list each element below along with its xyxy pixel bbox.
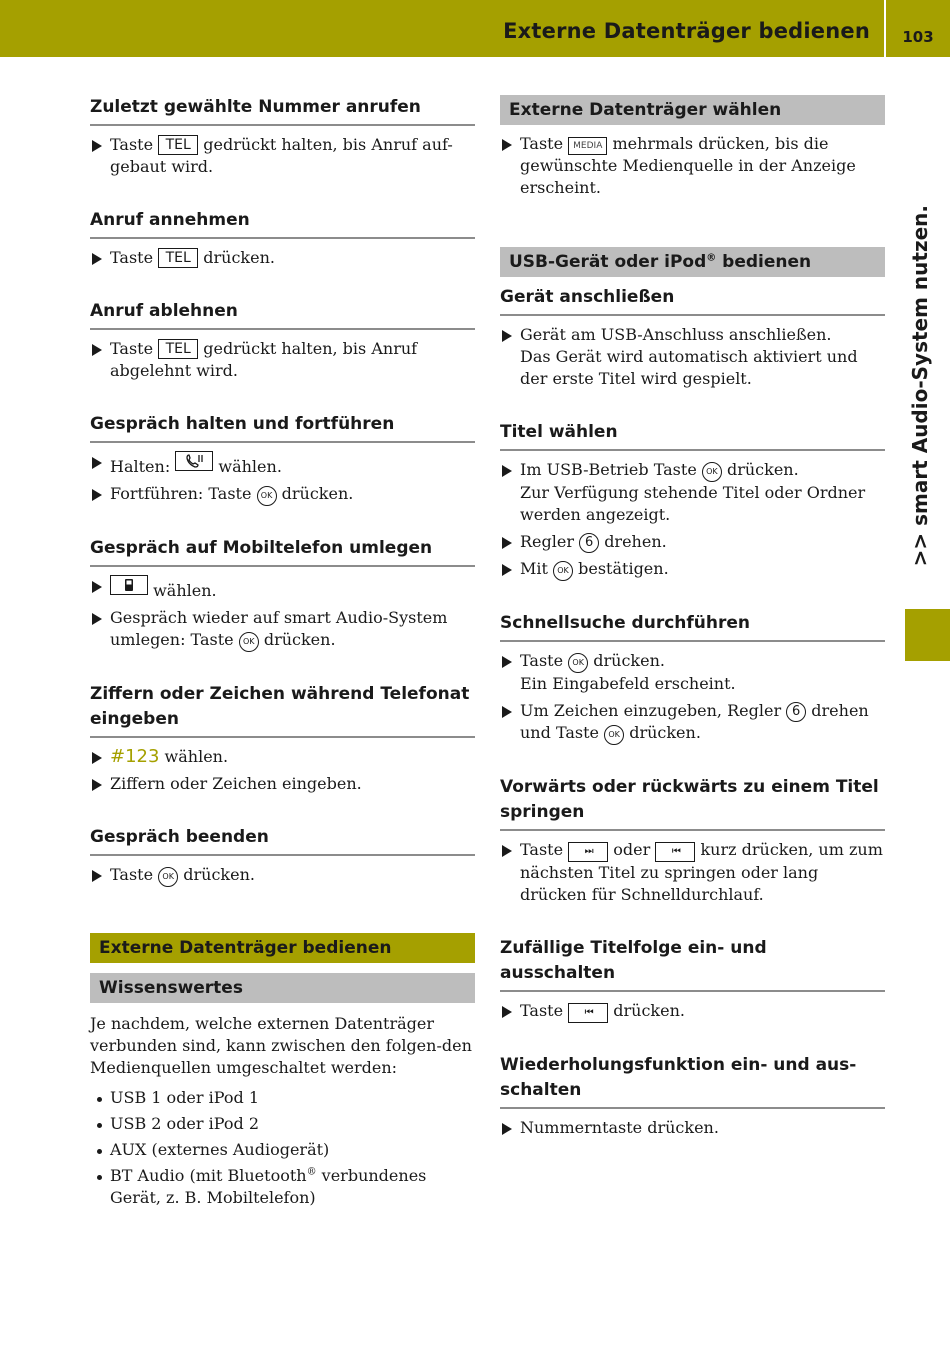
side-chapter-label [900, 205, 940, 605]
step-text: Taste [110, 339, 154, 358]
instruction-step [500, 133, 885, 199]
step-text: Taste [110, 135, 154, 154]
section-heading: Anruf annehmen [90, 208, 475, 239]
instruction-step [90, 247, 475, 269]
section-heading: Gespräch halten und fortführen [90, 412, 475, 443]
instruction-step [90, 864, 475, 887]
ok-button-icon: OK [568, 653, 588, 673]
list-item-text: BT Audio (mit Bluetooth [110, 1166, 307, 1185]
instruction-step [90, 607, 475, 652]
section-heading: Vorwärts oder rückwärts zu einem Titel springen [500, 775, 885, 831]
page-number: 103 [902, 28, 934, 46]
step-text: Mit [520, 559, 548, 578]
instruction-step [500, 558, 885, 581]
step-text: Gerät am USB-Anschluss anschließen. [520, 325, 832, 344]
section-heading: Gespräch auf Mobiltelefon umlegen [90, 536, 475, 567]
step-text: Fortführen: Taste [110, 484, 252, 503]
mobile-phone-icon [110, 575, 148, 595]
section-band [500, 247, 885, 277]
step-text: drücken. [203, 248, 275, 267]
step-result: Das Gerät wird automatisch aktiviert und der erste Titel wird gespielt. [520, 347, 858, 388]
instruction-step [500, 531, 885, 553]
step-text: gedrückt halten, bis Anruf auf-gebaut wird. [110, 135, 453, 176]
instruction-step [90, 746, 475, 768]
section-band: Externe Datenträger wählen [500, 95, 885, 125]
step-text: bestätigen. [578, 559, 669, 578]
instruction-step [500, 700, 885, 745]
step-text: wählen. [218, 457, 282, 476]
list-item: USB 2 oder iPod 2 [90, 1113, 475, 1135]
ok-button-icon: OK [158, 867, 178, 887]
list-item: AUX (externes Audiogerät) [90, 1139, 475, 1161]
left-column [90, 95, 475, 1209]
step-text: mehrmals drücken, bis die gewünschte Medienquelle in der Anzeige erscheint. [520, 134, 856, 197]
section-heading: Gerät anschließen [500, 285, 885, 316]
step-text: drücken. [613, 1001, 685, 1020]
step-text: drücken. [726, 460, 799, 479]
registered-mark: ® [306, 1166, 317, 1178]
step-text: drücken. [183, 865, 255, 884]
instruction-step [500, 650, 885, 695]
step-text: drücken. [281, 484, 354, 503]
previous-track-icon: ⏮ [655, 842, 695, 862]
section-band-sub: Wissenswertes [90, 973, 475, 1003]
ok-button-icon: OK [553, 561, 573, 581]
step-text: Taste [110, 865, 154, 884]
step-text: Taste [520, 651, 564, 670]
instruction-step [500, 459, 885, 526]
hash-key-icon: #123 [110, 746, 160, 767]
instruction-step [500, 324, 885, 390]
step-text: Regler [520, 532, 574, 551]
section-heading: Wiederholungsfunktion ein- und aus-schalten [500, 1053, 885, 1109]
list-item-text: verbundenes Gerät, z. B. Mobiltelefon) [110, 1166, 427, 1207]
instruction-step [90, 451, 475, 478]
tel-key-icon: TEL [158, 339, 198, 359]
step-text: drehen und Taste [520, 701, 869, 742]
step-result: Ein Eingabefeld erscheint. [520, 674, 736, 693]
instruction-step: Nummerntaste drücken. [500, 1117, 885, 1139]
instruction-step [500, 1000, 885, 1023]
step-text: wählen. [153, 581, 217, 600]
registered-mark: ® [706, 252, 717, 264]
ok-button-icon: OK [702, 462, 722, 482]
section-heading: Ziffern oder Zeichen während Telefonat eingeben [90, 682, 475, 738]
step-text: Um Zeichen einzugeben, Regler [520, 701, 782, 720]
step-text: Taste [520, 1001, 564, 1020]
step-text: Taste [520, 840, 564, 859]
instruction-step: Ziffern oder Zeichen eingeben. [90, 773, 475, 795]
step-text: drücken. [593, 651, 665, 670]
ok-button-icon: OK [604, 725, 624, 745]
instruction-step [90, 483, 475, 506]
step-text: drücken. [263, 630, 336, 649]
header-bar [0, 0, 950, 57]
media-key-icon: MEDIA [568, 137, 607, 155]
section-heading: Gespräch beenden [90, 825, 475, 856]
intro-paragraph: Je nachdem, welche externen Datenträger verbunden sind, kann zwischen den folgen-den Medienquellen umgeschaltet werden: [90, 1014, 472, 1077]
section-heading: Zuletzt gewählte Nummer anrufen [90, 95, 475, 126]
tel-key-icon: TEL [158, 248, 198, 268]
band-text: bedienen [716, 252, 812, 272]
section-heading: Schnellsuche durchführen [500, 611, 885, 642]
list-item: USB 1 oder iPod 1 [90, 1087, 475, 1109]
step-text: gedrückt halten, bis Anruf abgelehnt wird. [110, 339, 418, 380]
step-text: Taste [110, 248, 154, 267]
ok-button-icon: OK [257, 486, 277, 506]
step-text: drehen. [604, 532, 667, 551]
section-heading: Titel wählen [500, 420, 885, 451]
next-track-icon: ⏭ [568, 842, 608, 862]
ok-button-icon: OK [239, 632, 259, 652]
step-result: Zur Verfügung stehende Titel oder Ordner werden angezeigt. [520, 483, 866, 524]
step-text: Halten: [110, 457, 171, 476]
step-text: Im USB-Betrieb Taste [520, 460, 697, 479]
step-text: wählen. [164, 747, 229, 766]
section-heading: Anruf ablehnen [90, 299, 475, 330]
step-text: kurz drücken, um zum nächsten Titel zu springen oder lang drücken für Schnelldurchlauf. [520, 840, 883, 904]
instruction-step [500, 839, 885, 906]
instruction-step [90, 338, 475, 382]
knob-icon: 6 [786, 702, 806, 722]
step-text: oder [613, 840, 651, 859]
side-chapter-text: >> smart Audio-System nutzen. [908, 205, 932, 567]
previous-track-icon: ⏮ [568, 1003, 608, 1023]
step-text: Taste [520, 134, 564, 153]
section-heading: Zufällige Titelfolge ein- und ausschalten [500, 936, 885, 992]
phone-hold-icon [175, 451, 213, 471]
list-item [90, 1165, 475, 1209]
section-band-main: Externe Datenträger bedienen [90, 933, 475, 963]
right-column [500, 95, 885, 1144]
band-text: USB-Gerät oder iPod [509, 252, 707, 272]
step-text: drücken. [629, 723, 701, 742]
step-text: Gespräch wieder auf smart Audio-System umlegen: Taste [110, 608, 448, 649]
page-title: Externe Datenträger bedienen [503, 19, 870, 43]
knob-icon: 6 [579, 533, 599, 553]
instruction-step [90, 134, 475, 178]
side-chapter-tab [905, 609, 950, 661]
instruction-step [90, 575, 475, 602]
tel-key-icon: TEL [158, 135, 198, 155]
